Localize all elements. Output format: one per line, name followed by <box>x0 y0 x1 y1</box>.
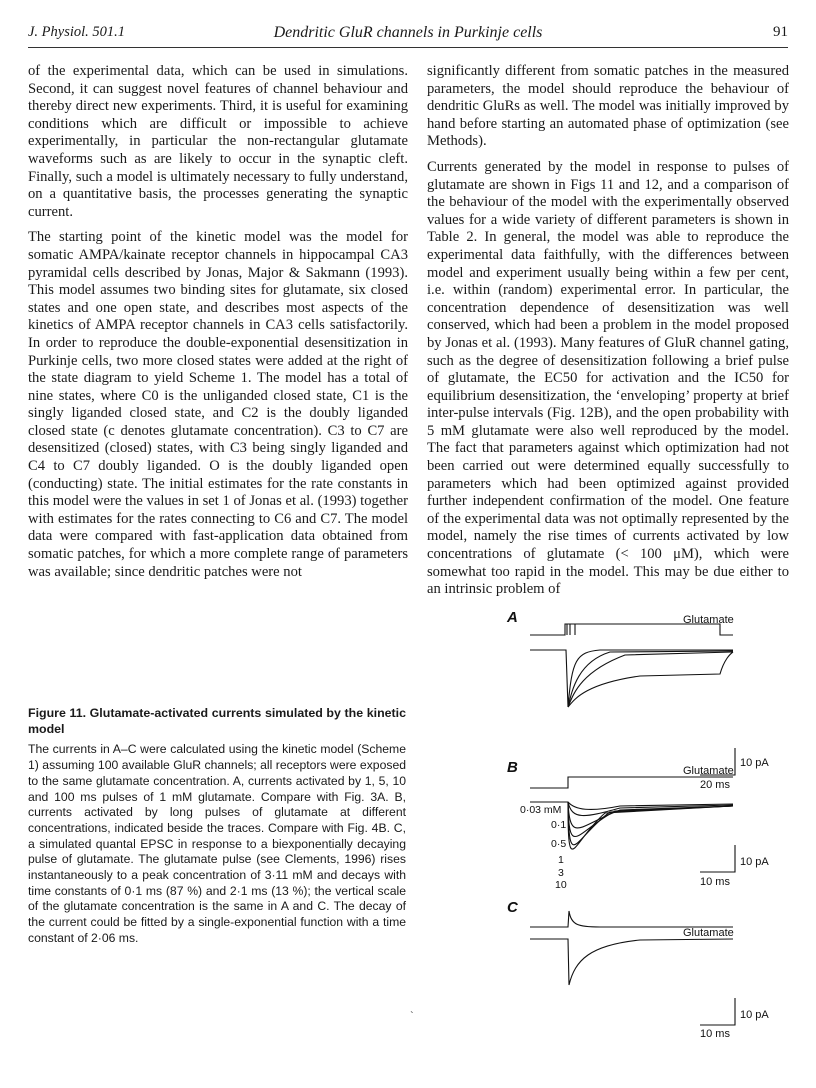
panel-a-current-trace-5ms <box>568 651 733 707</box>
panel-a-scale-x: 20 ms <box>700 779 730 791</box>
paragraph: of the experimental data, which can be used in simulations. Second, it can suggest novel features of channel behaviour and thereby direct new experiments. Third, it is useful for examining conditions which are difficult or impossible to achieve experimentally, in particular the non-rectangular glutamate waveforms such as are likely to occur in the synaptic cleft. Finally, such a model is ultimately necessary to fully understand, on a quantitative basis, the processes generating the synaptic current. <box>28 63 408 220</box>
panel-b-scale-y: 10 pA <box>740 856 769 868</box>
panel-b-conc-label: 10 <box>555 879 567 891</box>
paragraph: significantly different from somatic patches in the measured parameters, the model should reproduce the behaviour of dendritic GluRs as well. The model was initially improved by hand before starting an automated phase of optimization (see Methods). <box>427 63 789 150</box>
panel-b-conc-label: 0·1 <box>551 819 567 831</box>
panel-a-scale-y: 10 pA <box>740 757 769 769</box>
panel-b-conc-label: 0·5 <box>551 838 567 850</box>
header-rule <box>28 47 788 48</box>
right-column <box>427 63 789 607</box>
stray-mark: ` <box>410 1010 414 1022</box>
panel-a-glutamate-label: Glutamate <box>683 614 734 626</box>
running-title: Dendritic GluR channels in Purkinje cells <box>273 24 543 41</box>
panel-a-current-trace-1ms <box>530 650 733 707</box>
panel-c-scale-y: 10 pA <box>740 1009 769 1021</box>
panel-b-conc-label: 1 <box>558 854 564 866</box>
page-header <box>28 24 788 44</box>
paragraph: The starting point of the kinetic model was the model for somatic AMPA/kainate receptor channels in hippocampal CA3 pyramidal cells described by Jonas, Major & Sakmann (1993). This model assumes two binding sites for glutamate, six closed states and one open state, and describes most aspects of the kinetics of AMPA receptor channels in CA3 cells satisfactorily. In order to reproduce the double-exponential desensitization in Purkinje cells, two more closed states were added at the right of the state diagram to yield Scheme 1. The model has a total of nine states, where C0 is the unliganded closed state, C1 is the singly liganded closed state, and C2 is the doubly liganded closed state (c denotes glutamate concentration). C3 to C7 are desensitized (closed) states, with C3 being singly liganded and C4 to C7 doubly liganded. O is the doubly liganded open (conducting) state. The initial estimates for the rate constants in this model were the values in set 1 of Jonas et al. (1993) together with estimates for the rates connecting to C6 and C7. The model data were compared with fast-application data obtained from somatic patches, for which a more complete range of parameters was available; since dendritic patches were not <box>28 229 408 580</box>
caption-title: Figure 11. Glutamate-activated currents simulated by the kinetic model <box>28 706 406 736</box>
figure-caption <box>28 706 406 947</box>
panel-b-conc-label: 0·03 mM <box>520 804 562 816</box>
paragraph: Currents generated by the model in response to pulses of glutamate are shown in Figs 11 and 12, and a comparison of the behaviour of the model with the experimentally observed values for a wide variety of different parameters is shown in Table 2. In general, the model was able to reproduce the experimental data faithfully, with the differences between model and experiment usually being within a few per cent, i.e. within (random) experimental error. In particular, the concentration dependence of desensitization was well conserved, which had been a problem in the model proposed by Jonas et al. (1993). Many features of GluR channel gating, such as the degree of desensitization following a brief pulse of glutamate, the EC50 for activation and the IC50 for equilibrium desensitization, the ‘enveloping’ property at brief inter-pulse intervals (Fig. 12B), and the open probability with 5 mM glutamate were also well reproduced by the model. The fact that parameters against which optimization had not been carried out were determined equally successfully to parameters which had been optimized against provided further independent confirmation of the model. One feature of the experimental data was not optimally represented by the model, namely the rise times of currents activated by low concentrations of glutamate (< 100 μM), which were somewhat too rapid in the model. This may be due either to an intrinsic problem of <box>427 158 789 598</box>
panel-b-conc-label: 3 <box>558 867 564 879</box>
panel-b-scale-x: 10 ms <box>700 876 730 888</box>
caption-body: The currents in A–C were calculated using the kinetic model (Scheme 1) assuming 100 available GluR channels; all receptors were exposed to the same glutamate concentration. A, currents activated by 1, 5, 10 and 100 ms pulses of 1 mM glutamate. Compare with Fig. 3A. B, currents activated by long pulses of glutamate at different concentrations, indicated beside the traces. Compare with Fig. 4B. C, a simulated quantal EPSC in response to a biexponentially decaying pulse of glutamate. The glutamate pulse (see Clements, 1996) rises instantaneously to a peak concentration of 3·11 mM and decays with time constants of 0·1 ms (87 %) and 2·1 ms (13 %); the vertical scale of the glutamate concentration is the same in A and C. The decay of the current could be fitted by a single-exponential function with a time constant of 2·06 ms. <box>28 742 406 945</box>
figure-11 <box>500 600 800 1070</box>
panel-c-glutamate-trace <box>530 911 733 927</box>
panel-b-glutamate-label: Glutamate <box>683 765 734 777</box>
page-number: 91 <box>773 24 788 40</box>
panel-c-scale-x: 10 ms <box>700 1028 730 1040</box>
panel-c-current-trace <box>530 939 733 985</box>
panel-c-scale-bar <box>700 998 735 1025</box>
journal-ref: J. Physiol. 501.1 <box>28 24 126 40</box>
panel-b-label: B <box>507 759 518 776</box>
left-column <box>28 63 408 589</box>
panel-c-glutamate-label: Glutamate <box>683 927 734 939</box>
panel-b-scale-bar <box>700 845 735 872</box>
panel-a-label: A <box>507 609 518 626</box>
panel-c-label: C <box>507 899 518 916</box>
